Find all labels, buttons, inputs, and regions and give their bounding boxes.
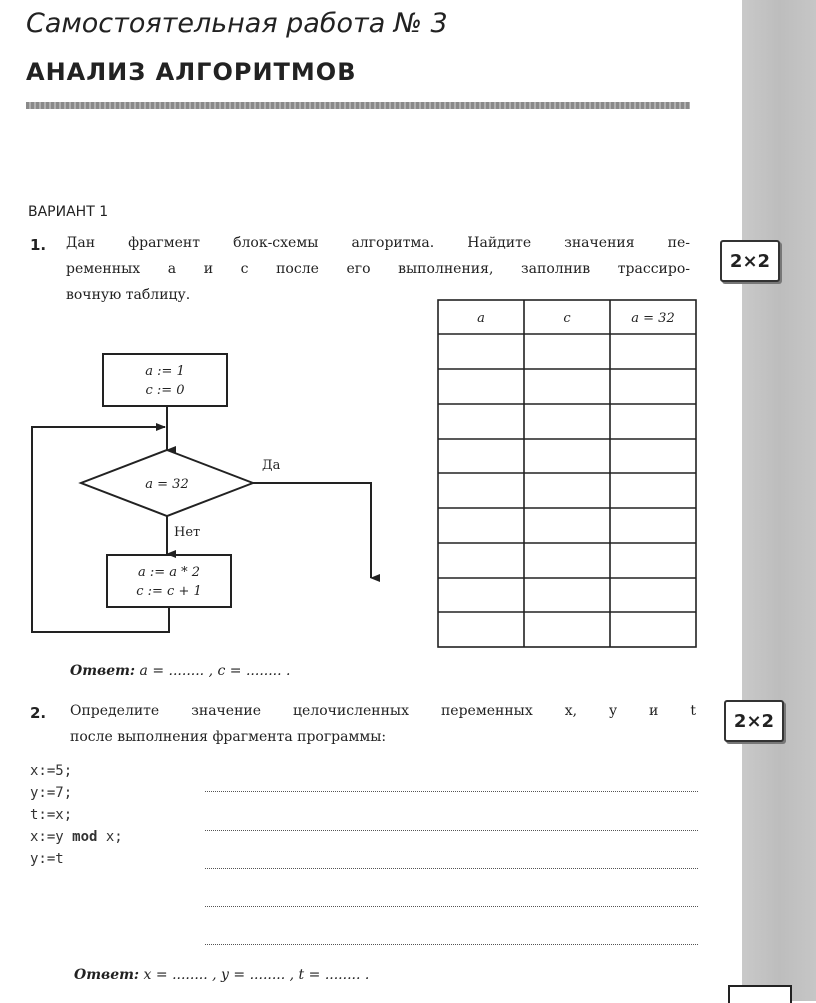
- condition-text: a = 32: [145, 477, 189, 492]
- work-line[interactable]: [205, 830, 698, 831]
- code-line: y:=7;: [30, 785, 73, 801]
- task-1-line: Дан фрагмент блок-схемы алгоритма. Найдите значения пе-: [66, 235, 690, 251]
- task-2-number: 2.: [30, 704, 47, 722]
- body-line-2: c := c + 1: [136, 584, 202, 599]
- work-subtitle: Самостоятельная работа № 3: [26, 8, 448, 39]
- answer-end: .: [364, 967, 370, 983]
- trace-header-a: a: [477, 311, 485, 326]
- answer-prefix: Ответ:: [74, 967, 140, 983]
- program-fragment: [30, 760, 123, 870]
- init-line-2: c := 0: [145, 383, 185, 398]
- work-line[interactable]: [205, 791, 698, 792]
- yes-label: Да: [262, 458, 281, 473]
- answer-x-label: x =: [143, 967, 168, 983]
- page-title: АНАЛИЗ АЛГОРИТМОВ: [26, 58, 357, 86]
- task-2-text: [70, 698, 696, 750]
- work-line[interactable]: [205, 906, 698, 907]
- task-1-line: вочную таблицу.: [66, 287, 191, 303]
- answer-a-blank[interactable]: ........: [168, 663, 205, 679]
- code-line: x:=5;: [30, 763, 73, 779]
- variant-label: ВАРИАНТ 1: [28, 204, 109, 220]
- code-line: t:=x;: [30, 807, 73, 823]
- difficulty-badge: 2×2: [724, 700, 784, 742]
- trace-header-c: c: [563, 311, 571, 326]
- code-text: x:=y: [30, 829, 73, 845]
- body-block: [107, 555, 231, 607]
- answer-x-blank[interactable]: ........: [172, 967, 208, 983]
- answer-t-label: , t =: [289, 967, 321, 983]
- trace-table: [437, 299, 697, 648]
- code-text: x;: [97, 829, 123, 845]
- code-line: y:=t: [30, 851, 64, 867]
- answer-c-blank[interactable]: ........: [245, 663, 282, 679]
- no-label: Нет: [174, 525, 201, 540]
- task-1-line: ременных a и c после его выполнения, заполнив трассиро-: [66, 261, 690, 277]
- work-line[interactable]: [205, 868, 698, 869]
- task-2-answer: [74, 967, 369, 983]
- init-block: [103, 354, 227, 406]
- body-line-1: a := a * 2: [137, 565, 201, 580]
- answer-prefix: Ответ:: [70, 663, 136, 679]
- task-1-answer: [70, 663, 290, 679]
- answer-end: .: [286, 663, 291, 679]
- arrow-yes-exit: [253, 483, 371, 578]
- code-keyword-mod: mod: [72, 829, 98, 845]
- task-2-line: Определите значение целочисленных переменных x, y и t: [70, 703, 696, 719]
- answer-a-label: a =: [139, 663, 165, 679]
- difficulty-badge: 2×2: [720, 240, 780, 282]
- task-1-number: 1.: [30, 236, 47, 254]
- answer-y-blank[interactable]: ........: [249, 967, 286, 983]
- answer-t-blank[interactable]: ........: [324, 967, 361, 983]
- code-line: [30, 826, 123, 848]
- answer-y-label: , y =: [212, 967, 246, 983]
- answer-c-label: , c =: [208, 663, 242, 679]
- init-line-1: a := 1: [145, 364, 185, 379]
- task-2-line: после выполнения фрагмента программы:: [70, 729, 387, 745]
- trace-header-condition: a = 32: [631, 311, 675, 326]
- work-line[interactable]: [205, 944, 698, 945]
